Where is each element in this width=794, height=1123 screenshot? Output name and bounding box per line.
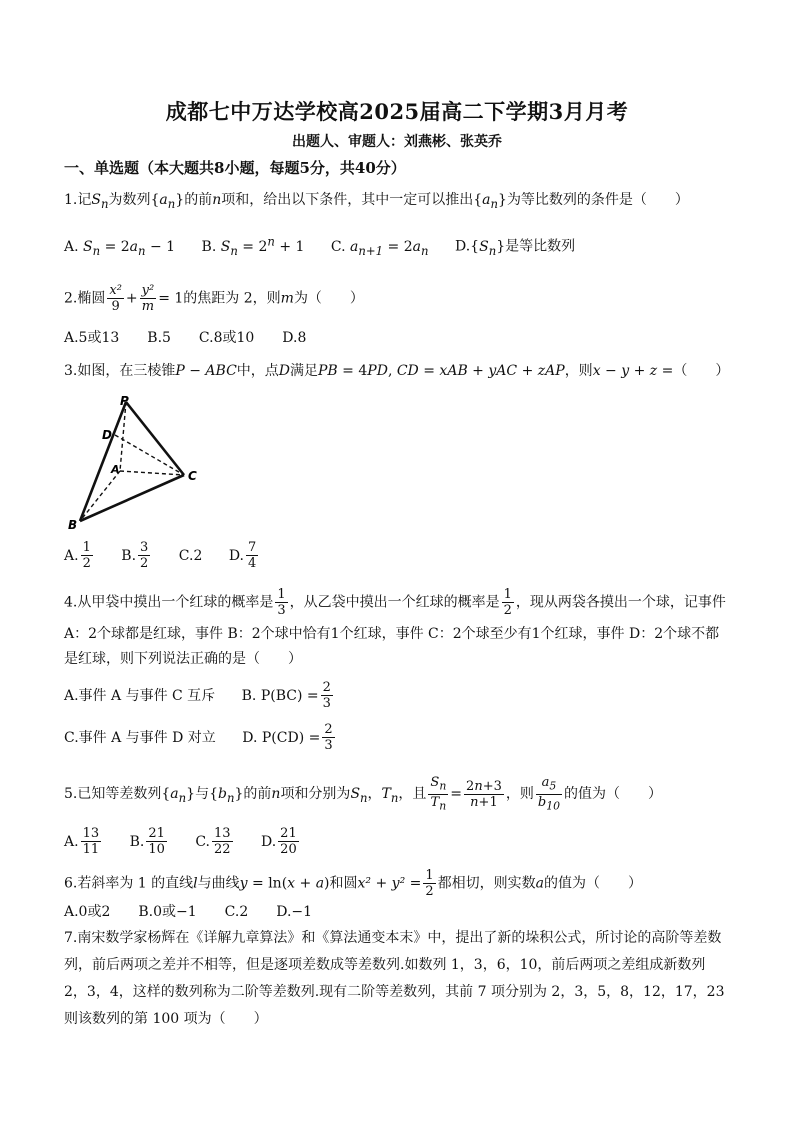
question-3-stem: 3.如图，在三棱锥P − ABC中，点D满足PB = 4PD, CD = xAB + yAC + zAP，则x − y + z =（ ） — [64, 363, 730, 379]
question-4-line-2: A：2个球都是红球，事件 B：2个球中恰有1个红球，事件 C：2个球至少有1个红球，事件 D：2个球不都 — [64, 626, 720, 642]
question-4-line-1: 4.从甲袋中摸出一个红球的概率是 $\frac{1}{3}$ ，从乙袋中摸出一个红球的概率是 $\frac{1}{2}$ ，现从两袋各摸出一个球，记事件 — [64, 587, 726, 618]
question-2-stem: 2.椭圆 $\frac{\text{x²}}{9}$ + $\frac{\text{y²}}{m}$ = 1的焦距为 2，则m为（ ） — [64, 283, 364, 314]
section-heading: 一、单选题（本大题共8小题，每题5分，共40分） — [64, 159, 406, 177]
question-4-line-3: 是红球，则下列说法正确的是（ ） — [64, 651, 302, 667]
question-3-options: A. $\frac{1}{2}$ B. $\frac{3}{2}$ C.2 D. $\frac{7}{4}$ — [64, 540, 257, 571]
question-4-options-cd: C.事件 A 与事件 D 对立 D. P(CD) = $\frac{2}{3}$ — [64, 722, 333, 753]
label-d: D — [102, 428, 112, 442]
question-1-options: A. $S_n = 2a_n - 1$ B. $S_n = 2^n + 1$ C. $a_{n+1} = 2a_n$ $D.\{S_n\}$是等比数列 — [64, 234, 576, 258]
question-7-text: 7.南宋数学家杨辉在《详解九章算法》和《算法通变本末》中，提出了新的垛积公式，所讨论的高阶等差数列，前后两项之差并不相等，但是逐项差数成等差数列.如数列 1，3，6，10，前后两项之差组成新数列 2，3，4，这样的数列称为二阶等差数列.现有二阶等差数列，其前 7 项分别为 2，3，5，8，12，17，23 则该数列的第 100 项为（ ） — [64, 930, 725, 1027]
page-title: 成都七中万达学校高2025届高二下学期3月月考 — [165, 99, 629, 124]
question-1-stem: 1.记$S_n$为数列$\{a_n\}$的前n项和，给出以下条件，其中一定可以推出$\{a_n\}$为等比数列的条件是（ ） — [64, 192, 689, 211]
question-2-options: A.5或13 B.5 C.8或10 D.8 — [64, 330, 307, 346]
question-4-options-ab: A.事件 A 与事件 C 互斥 B. P(BC) = $\frac{2}{3}$ — [64, 680, 331, 711]
label-p: P — [120, 394, 129, 408]
question-5-options: A. $\frac{13}{11}$ B. $\frac{21}{10}$ C. $\frac{13}{22}$ D. $\frac{21}{20}$ — [64, 826, 297, 857]
tetrahedron-figure — [62, 393, 212, 533]
label-c: C — [188, 469, 197, 483]
label-b: B — [68, 518, 78, 532]
label-a: A — [111, 463, 120, 476]
question-6-options: A.0或2 B.0或−1 C.2 D.−1 — [64, 904, 313, 920]
authors-line: 出题人、审题人：刘燕彬、张英乔 — [292, 134, 502, 150]
question-6-stem: 6.若斜率为 1 的直线l与曲线y = ln(x + a)和圆x² + y² = $\frac{1}{2}$ 都相切，则实数a的值为（ ） — [64, 868, 643, 899]
question-5-stem: 5.已知等差数列$\{a_n\}$与$\{b_n\}$的前n项和分别为$S_n$，$T_n$，且 $\frac{S_n}{T_n}$ = $\frac{2n+3}{n+1}$ ，则 $\frac{a_5}{b_{10}}$ 的值为（ ） — [64, 775, 662, 813]
